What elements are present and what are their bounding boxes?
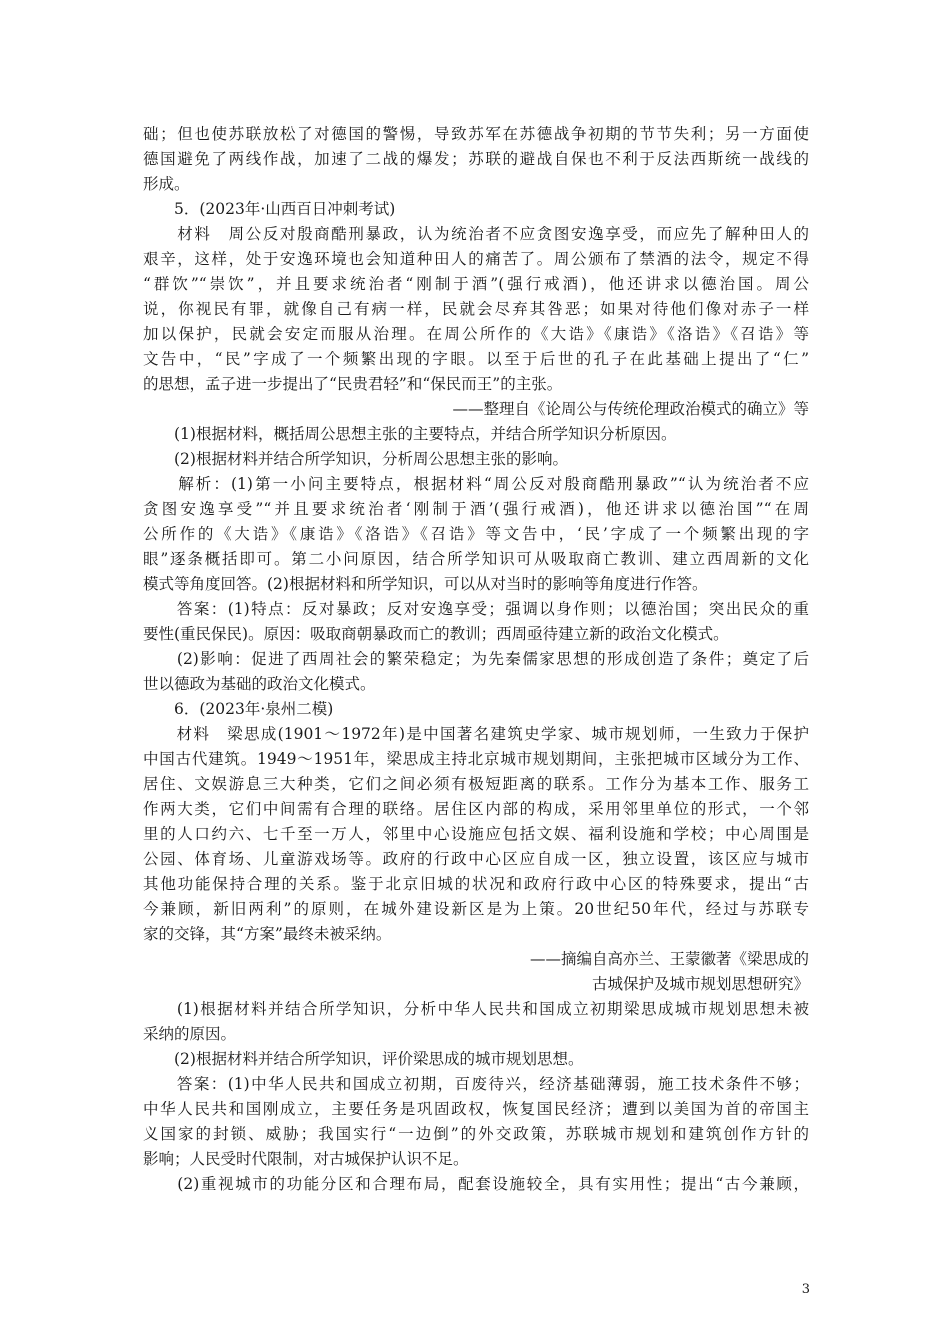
sub-question: (1)根据材料并结合所学知识，分析中华人民共和国成立初期梁思成城市规划思想未被 [143, 1000, 809, 1018]
question-number: 5．(2023年·山西百日冲刺考试) [143, 200, 396, 218]
text-line: 艰辛，这样，处于安逸环境也会知道种田人的痛苦了。周公颁布了禁酒的法令，规定不得 [143, 250, 809, 268]
text-line: 形成。 [143, 175, 190, 193]
text-line: 作两大类，它们中间需有合理的联络。居住区内部的构成，采用邻里单位的形式，一个邻 [143, 800, 809, 818]
page-number: 3 [801, 1282, 810, 1297]
answer-line: (2)重视城市的功能分区和合理布局，配套设施较全，具有实用性；提出“古今兼顾， [143, 1175, 809, 1193]
text-line: 中国古代建筑。1949～1951年，梁思成主持北京城市规划期间，主张把城市区域分为工作、 [143, 750, 809, 768]
source-citation: ——摘编自高亦兰、王蒙徽著《梁思成的 [529, 950, 809, 968]
source-citation: 古城保护及城市规划思想研究》 [591, 975, 809, 993]
text-line: 家的交锋，其“方案”最终未被采纳。 [143, 925, 392, 943]
analysis-line: 解析：(1)第一小问主要特点，根据材料“周公反对殷商酷刑暴政”“认为统治者不应 [143, 475, 809, 493]
answer-line: 答案：(1)特点：反对暴政；反对安逸享受；强调以身作则；以德治国；突出民众的重 [143, 600, 809, 618]
text-line: 础；但也使苏联放松了对德国的警惕，导致苏军在苏德战争初期的节节失利；另一方面使 [143, 125, 809, 143]
text-line: 其他功能保持合理的关系。鉴于北京旧城的状况和政府行政中心区的特殊要求，提出“古 [143, 875, 809, 893]
answer-line: 世以德政为基础的政治文化模式。 [143, 675, 376, 693]
sub-question: (2)根据材料并结合所学知识，评价梁思成的城市规划思想。 [143, 1050, 584, 1068]
text-line: 说，你视民有罪，就像自己有病一样，民就会尽弃其咎恶；如果对待他们像对赤子一样 [143, 300, 809, 318]
text-line: 今兼顾，新旧两利”的原则，在城外建设新区是为上策。20世纪50年代，经过与苏联专 [143, 900, 809, 918]
answer-line: 要性(重民保民)。原因：吸取商朝暴政而亡的教训；西周亟待建立新的政治文化模式。 [143, 625, 729, 643]
analysis-line: 眼”逐条概括即可。第二小问原因，结合所学知识可从吸取商亡教训、建立西周新的文化 [143, 550, 809, 568]
text-line: 文告中，“民”字成了一个频繁出现的字眼。以至于后世的孔子在此基础上提出了“仁” [143, 350, 809, 368]
question-number: 6．(2023年·泉州二模) [143, 700, 334, 718]
answer-line: (2)影响：促进了西周社会的繁荣稳定；为先秦儒家思想的形成创造了条件；奠定了后 [143, 650, 809, 668]
sub-question: 采纳的原因。 [143, 1025, 237, 1043]
answer-line: 义国家的封锁、威胁；我国实行“一边倒”的外交政策，苏联城市规划和建筑创作方针的 [143, 1125, 809, 1143]
answer-line: 影响；人民受时代限制，对古城保护认识不足。 [143, 1150, 469, 1168]
sub-question: (2)根据材料并结合所学知识，分析周公思想主张的影响。 [143, 450, 568, 468]
text-line: 公园、体育场、儿童游戏场等。政府的行政中心区应自成一区，独立设置，该区应与城市 [143, 850, 809, 868]
text-line: “群饮”“崇饮”，并且要求统治者“刚制于酒”(强行戒酒)，他还讲求以德治国。周公 [143, 275, 809, 293]
text-line: 加以保护，民就会安定而服从治理。在周公所作的《大诰》《康诰》《洛诰》《召诰》等 [143, 325, 809, 343]
analysis-line: 模式等角度回答。(2)根据材料和所学知识，可以从对当时的影响等角度进行作答。 [143, 575, 708, 593]
answer-line: 中华人民共和国刚成立，主要任务是巩固政权，恢复国民经济；遭到以美国为首的帝国主 [143, 1100, 809, 1118]
text-line: 材料 周公反对殷商酷刑暴政，认为统治者不应贪图安逸享受，而应先了解种田人的 [143, 225, 809, 243]
source-citation: ——整理自《论周公与传统伦理政治模式的确立》等 [452, 400, 809, 418]
text-line: 材料 梁思成(1901～1972年)是中国著名建筑史学家、城市规划师，一生致力于保护 [143, 725, 809, 743]
analysis-line: 贪图安逸享受”“并且要求统治者‘刚制于酒’(强行戒酒)，他还讲求以德治国”“在周 [143, 500, 809, 518]
analysis-line: 公所作的《大诰》《康诰》《洛诰》《召诰》等文告中，‘民’字成了一个频繁出现的字 [143, 525, 809, 543]
sub-question: (1)根据材料，概括周公思想主张的主要特点，并结合所学知识分析原因。 [143, 425, 677, 443]
text-line: 的思想，孟子进一步提出了“民贵君轻”和“保民而王”的主张。 [143, 375, 563, 393]
text-line: 德国避免了两线作战，加速了二战的爆发；苏联的避战自保也不利于反法西斯统一战线的 [143, 150, 809, 168]
answer-line: 答案：(1)中华人民共和国成立初期，百废待兴，经济基础薄弱，施工技术条件不够； [143, 1075, 809, 1093]
text-line: 居住、文娱游息三大种类，它们之间必须有极短距离的联系。工作分为基本工作、服务工 [143, 775, 809, 793]
text-line: 里的人口约六、七千至一万人，邻里中心设施应包括文娱、福利设施和学校；中心周围是 [143, 825, 809, 843]
